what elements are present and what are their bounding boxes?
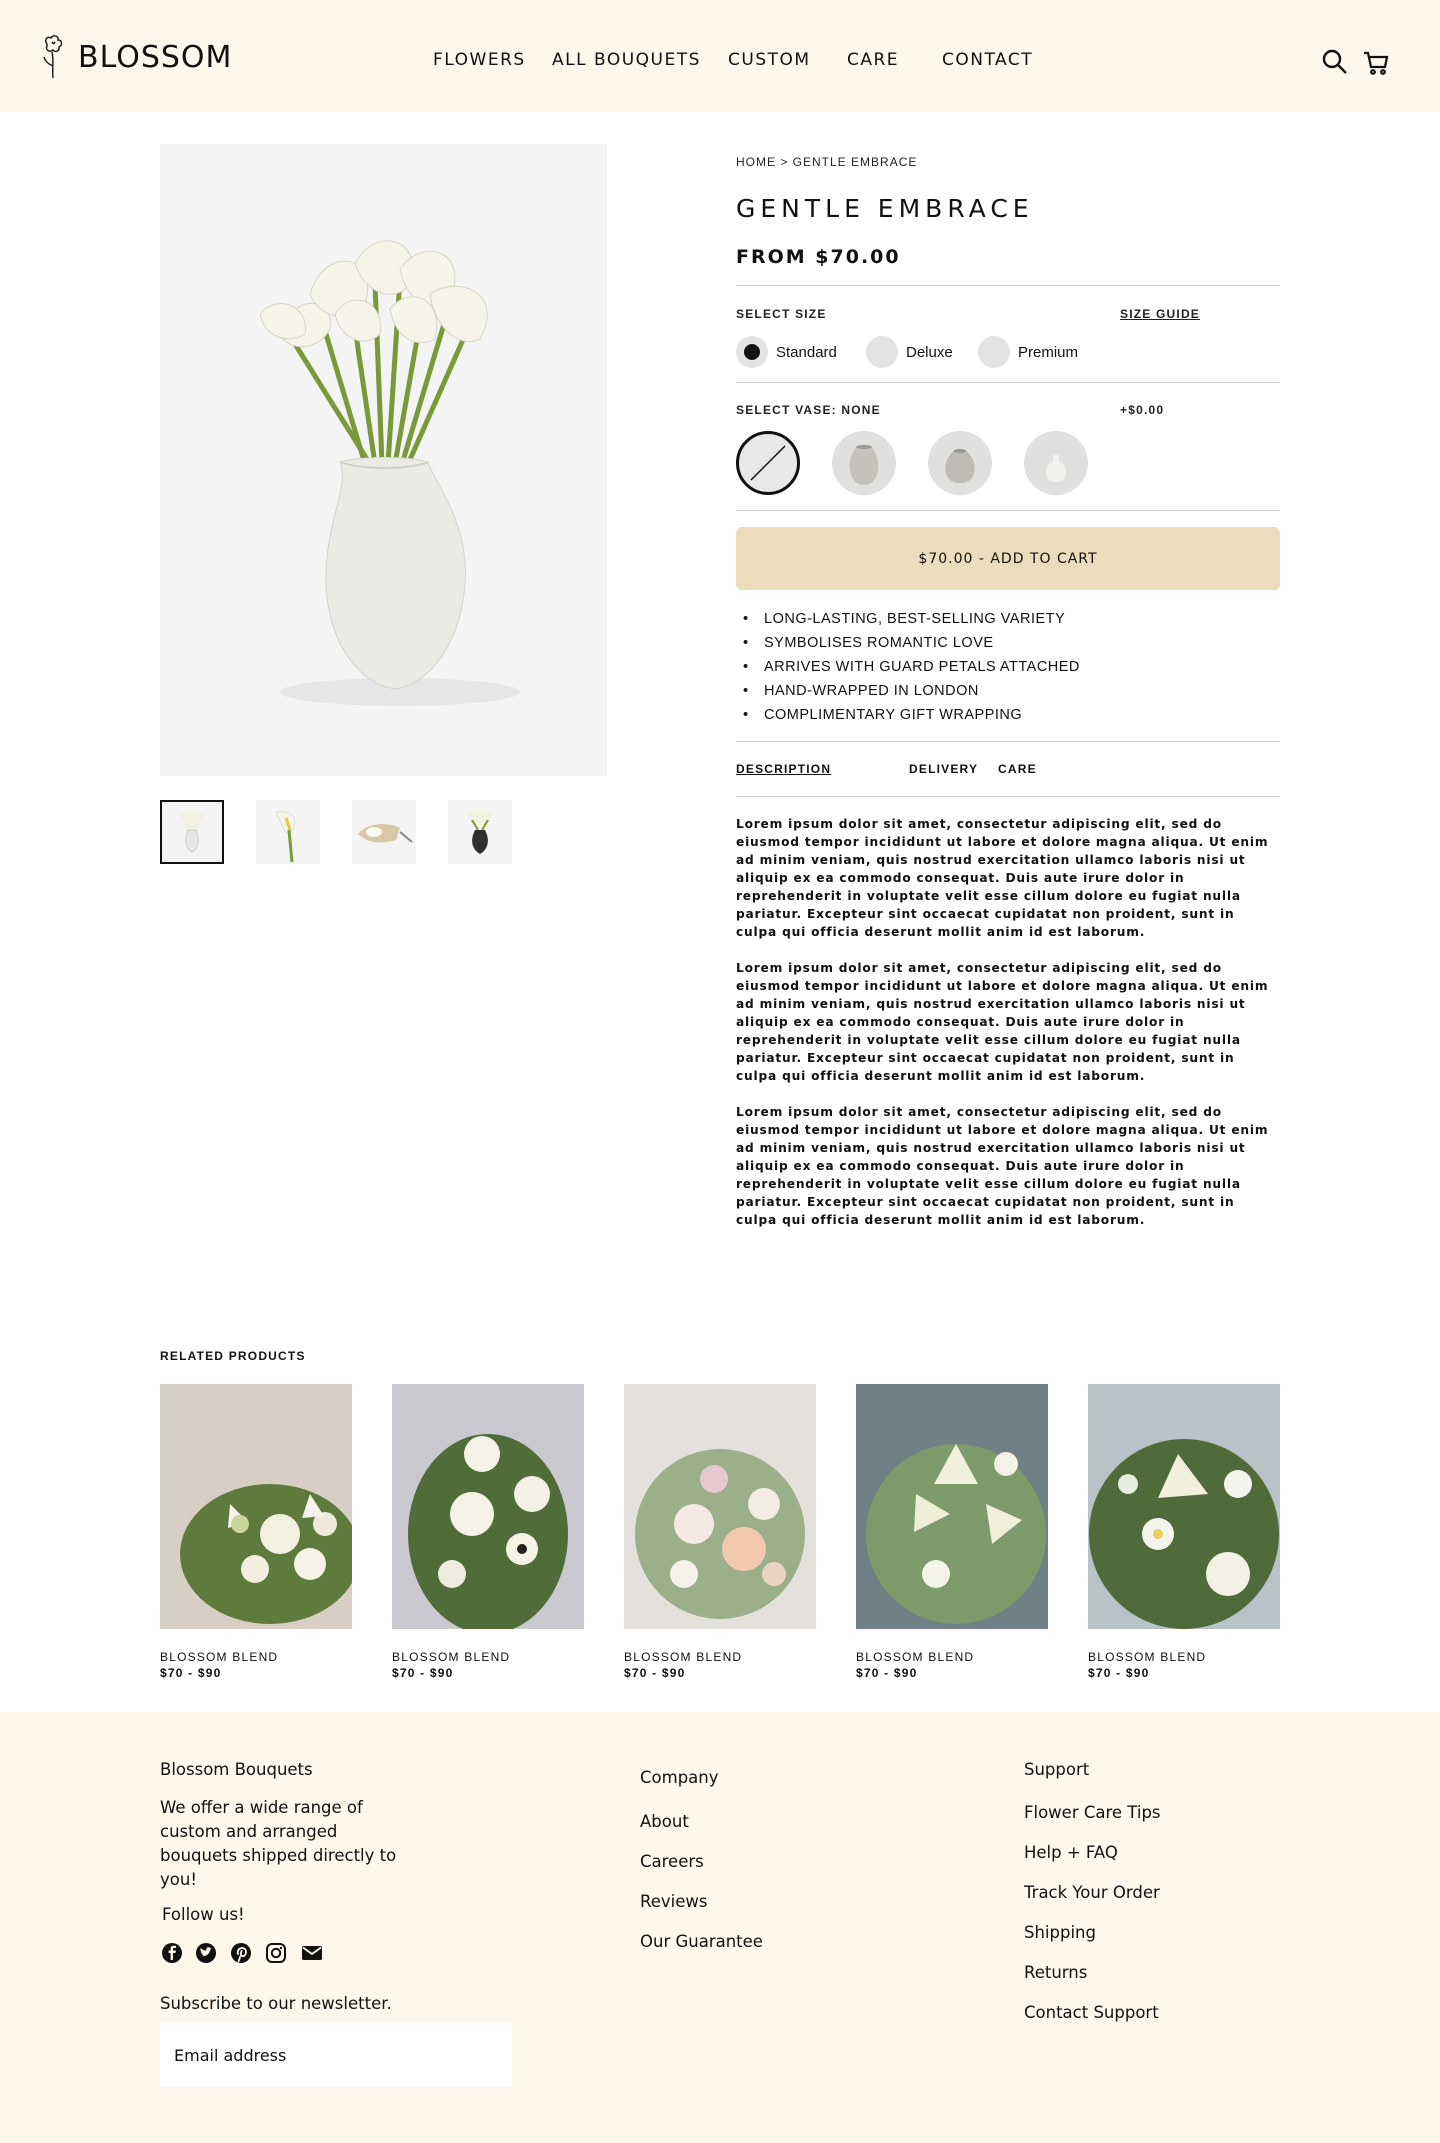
feature-list (736, 607, 1080, 727)
product-main-image[interactable] (160, 144, 607, 776)
footer-link-contact-support[interactable]: Contact Support (1024, 2003, 1159, 2022)
radio-selected[interactable] (736, 336, 768, 368)
related-product-image[interactable] (160, 1384, 352, 1629)
vase-option-1[interactable] (832, 431, 896, 495)
footer-link-care-tips[interactable]: Flower Care Tips (1024, 1803, 1161, 1822)
footer-brand: Blossom Bouquets (160, 1760, 313, 1779)
footer-link-careers[interactable]: Careers (640, 1852, 704, 1871)
description-paragraph: Lorem ipsum dolor sit amet, consectetur adipiscing elit, sed do eiusmod tempor incididunt ut labore et dolore magna aliqua. Ut enim ad minim veniam, quis nostrud exercitation ullamco laboris nisi ut aliquip ex ea commodo consequat. Duis aute irure dolor in reprehenderit in voluptate velit esse cillum dolore eu fugiat nulla pariatur. Excepteur sint occaecat cupidatat non proident, sunt in culpa qui officia deserunt mollit anim id est laborum. (736, 1105, 1269, 1227)
related-product-price: $70 - $90 (160, 1666, 222, 1680)
select-size-label: SELECT SIZE (736, 307, 827, 321)
newsletter-label: Subscribe to our newsletter. (160, 1994, 392, 2013)
product-thumbnail-3[interactable] (352, 800, 416, 864)
select-vase-label: SELECT VASE: NONE (736, 403, 881, 417)
related-product-name[interactable]: BLOSSOM BLEND (856, 1650, 975, 1664)
related-product-price: $70 - $90 (624, 1666, 686, 1680)
footer-about: We offer a wide range of custom and arranged bouquets shipped directly to you! (160, 1798, 397, 1889)
related-product-name[interactable]: BLOSSOM BLEND (1088, 1650, 1207, 1664)
tab-description[interactable]: DESCRIPTION (736, 762, 832, 776)
bouquet-image (1088, 1384, 1280, 1629)
related-product-image[interactable] (856, 1384, 1048, 1629)
footer-link-reviews[interactable]: Reviews (640, 1892, 708, 1911)
size-option-label: Premium (1018, 343, 1079, 361)
footer-link-returns[interactable]: Returns (1024, 1963, 1088, 1982)
bouquet-image (624, 1384, 816, 1629)
instagram-icon[interactable] (265, 1942, 287, 1964)
divider (736, 741, 1280, 742)
divider (736, 510, 1280, 511)
feature-item: • LONG-LASTING, BEST-SELLING VARIETY (736, 607, 1080, 631)
thumbnail-black-vase-image (448, 800, 512, 864)
footer-link-track-order[interactable]: Track Your Order (1024, 1883, 1160, 1902)
add-to-cart-button[interactable]: $70.00 - ADD TO CART (736, 527, 1280, 590)
product-title: GENTLE EMBRACE (736, 194, 1034, 223)
product-thumbnail-2[interactable] (256, 800, 320, 864)
radio-unselected[interactable] (978, 336, 1010, 368)
size-option-label: Standard (776, 343, 837, 361)
related-product-price: $70 - $90 (392, 1666, 454, 1680)
thumbnail-wrapped-image (352, 800, 416, 864)
divider (736, 382, 1280, 383)
company-heading: Company (640, 1768, 719, 1787)
feature-item: • SYMBOLISES ROMANTIC LOVE (736, 631, 1080, 655)
site-header (0, 0, 1440, 112)
related-product-card[interactable] (624, 1384, 816, 1680)
radio-unselected[interactable] (866, 336, 898, 368)
divider (736, 796, 1280, 797)
description-paragraph: Lorem ipsum dolor sit amet, consectetur adipiscing elit, sed do eiusmod tempor incididunt ut labore et dolore magna aliqua. Ut enim ad minim veniam, quis nostrud exercitation ullamco laboris nisi ut aliquip ex ea commodo consequat. Duis aute irure dolor in reprehenderit in voluptate velit esse cillum dolore eu fugiat nulla pariatur. Excepteur sint occaecat cupidatat non proident, sunt in culpa qui officia deserunt mollit anim id est laborum. (736, 961, 1269, 1083)
related-product-card[interactable] (856, 1384, 1048, 1680)
bouquet-image (392, 1384, 584, 1629)
bouquet-image (160, 1384, 352, 1629)
footer-link-guarantee[interactable]: Our Guarantee (640, 1932, 763, 1951)
related-product-card[interactable] (160, 1384, 352, 1680)
mail-icon[interactable] (301, 1942, 323, 1964)
related-product-image[interactable] (1088, 1384, 1280, 1629)
product-price: FROM $70.00 (736, 246, 901, 268)
nav-contact[interactable]: CONTACT (942, 50, 1034, 70)
breadcrumb[interactable]: HOME > GENTLE EMBRACE (736, 155, 918, 169)
related-product-price: $70 - $90 (1088, 1666, 1150, 1680)
divider (736, 285, 1280, 286)
brand-name: BLOSSOM (78, 39, 233, 75)
main-nav (0, 50, 1440, 74)
calla-lily-vase-image (160, 144, 607, 776)
cart-icon[interactable] (1362, 48, 1390, 76)
vase-option-none[interactable] (736, 431, 800, 495)
product-thumbnail-4[interactable] (448, 800, 512, 864)
nav-flowers[interactable]: FLOWERS (433, 50, 526, 70)
search-icon[interactable] (1321, 48, 1349, 76)
related-product-price: $70 - $90 (856, 1666, 918, 1680)
site-footer (0, 1712, 1440, 2143)
feature-item: • COMPLIMENTARY GIFT WRAPPING (736, 703, 1080, 727)
related-product-card[interactable] (1088, 1384, 1280, 1680)
vase-image (832, 431, 896, 495)
vase-option-3[interactable] (1024, 431, 1088, 495)
bouquet-image (856, 1384, 1048, 1629)
newsletter-email-input[interactable] (160, 2023, 512, 2087)
footer-link-about[interactable]: About (640, 1812, 689, 1831)
related-product-name[interactable]: BLOSSOM BLEND (392, 1650, 511, 1664)
feature-item: • HAND-WRAPPED IN LONDON (736, 679, 1080, 703)
twitter-icon[interactable] (195, 1942, 217, 1964)
pinterest-icon[interactable] (230, 1942, 252, 1964)
nav-custom[interactable]: CUSTOM (728, 50, 811, 70)
vase-image (1024, 431, 1088, 495)
feature-item: • ARRIVES WITH GUARD PETALS ATTACHED (736, 655, 1080, 679)
nav-care[interactable]: CARE (847, 50, 900, 70)
size-option-label: Deluxe (906, 343, 953, 361)
vase-price: +$0.00 (1120, 403, 1165, 417)
vase-option-2[interactable] (928, 431, 992, 495)
follow-us-label: Follow us! (162, 1905, 245, 1924)
related-product-name[interactable]: BLOSSOM BLEND (160, 1650, 279, 1664)
footer-link-shipping[interactable]: Shipping (1024, 1923, 1096, 1942)
tab-delivery[interactable]: DELIVERY (909, 762, 979, 776)
related-product-image[interactable] (624, 1384, 816, 1629)
related-product-image[interactable] (392, 1384, 584, 1629)
thumbnail-calla-image (256, 800, 320, 864)
vase-image (928, 431, 992, 495)
size-option-standard[interactable] (736, 336, 837, 368)
facebook-icon[interactable] (161, 1942, 183, 1964)
no-vase-icon (739, 434, 797, 492)
size-option-premium[interactable] (978, 336, 1078, 368)
related-product-card[interactable] (392, 1384, 584, 1680)
related-products-heading: RELATED PRODUCTS (160, 1349, 306, 1363)
footer-link-faq[interactable]: Help + FAQ (1024, 1843, 1118, 1862)
nav-all-bouquets[interactable]: ALL BOUQUETS (552, 50, 701, 70)
support-heading: Support (1024, 1760, 1090, 1779)
description-paragraph: Lorem ipsum dolor sit amet, consectetur adipiscing elit, sed do eiusmod tempor incididunt ut labore et dolore magna aliqua. Ut enim ad minim veniam, quis nostrud exercitation ullamco laboris nisi ut aliquip ex ea commodo consequat. Duis aute irure dolor in reprehenderit in voluptate velit esse cillum dolore eu fugiat nulla pariatur. Excepteur sint occaecat cupidatat non proident, sunt in culpa qui officia deserunt mollit anim id est laborum. (736, 817, 1269, 939)
thumbnail-vase-image (162, 802, 222, 862)
related-product-name[interactable]: BLOSSOM BLEND (624, 1650, 743, 1664)
product-thumbnail-1[interactable] (160, 800, 224, 864)
size-guide-link[interactable]: SIZE GUIDE (1120, 307, 1201, 321)
size-option-deluxe[interactable] (866, 336, 953, 368)
tab-care[interactable]: CARE (998, 762, 1037, 776)
